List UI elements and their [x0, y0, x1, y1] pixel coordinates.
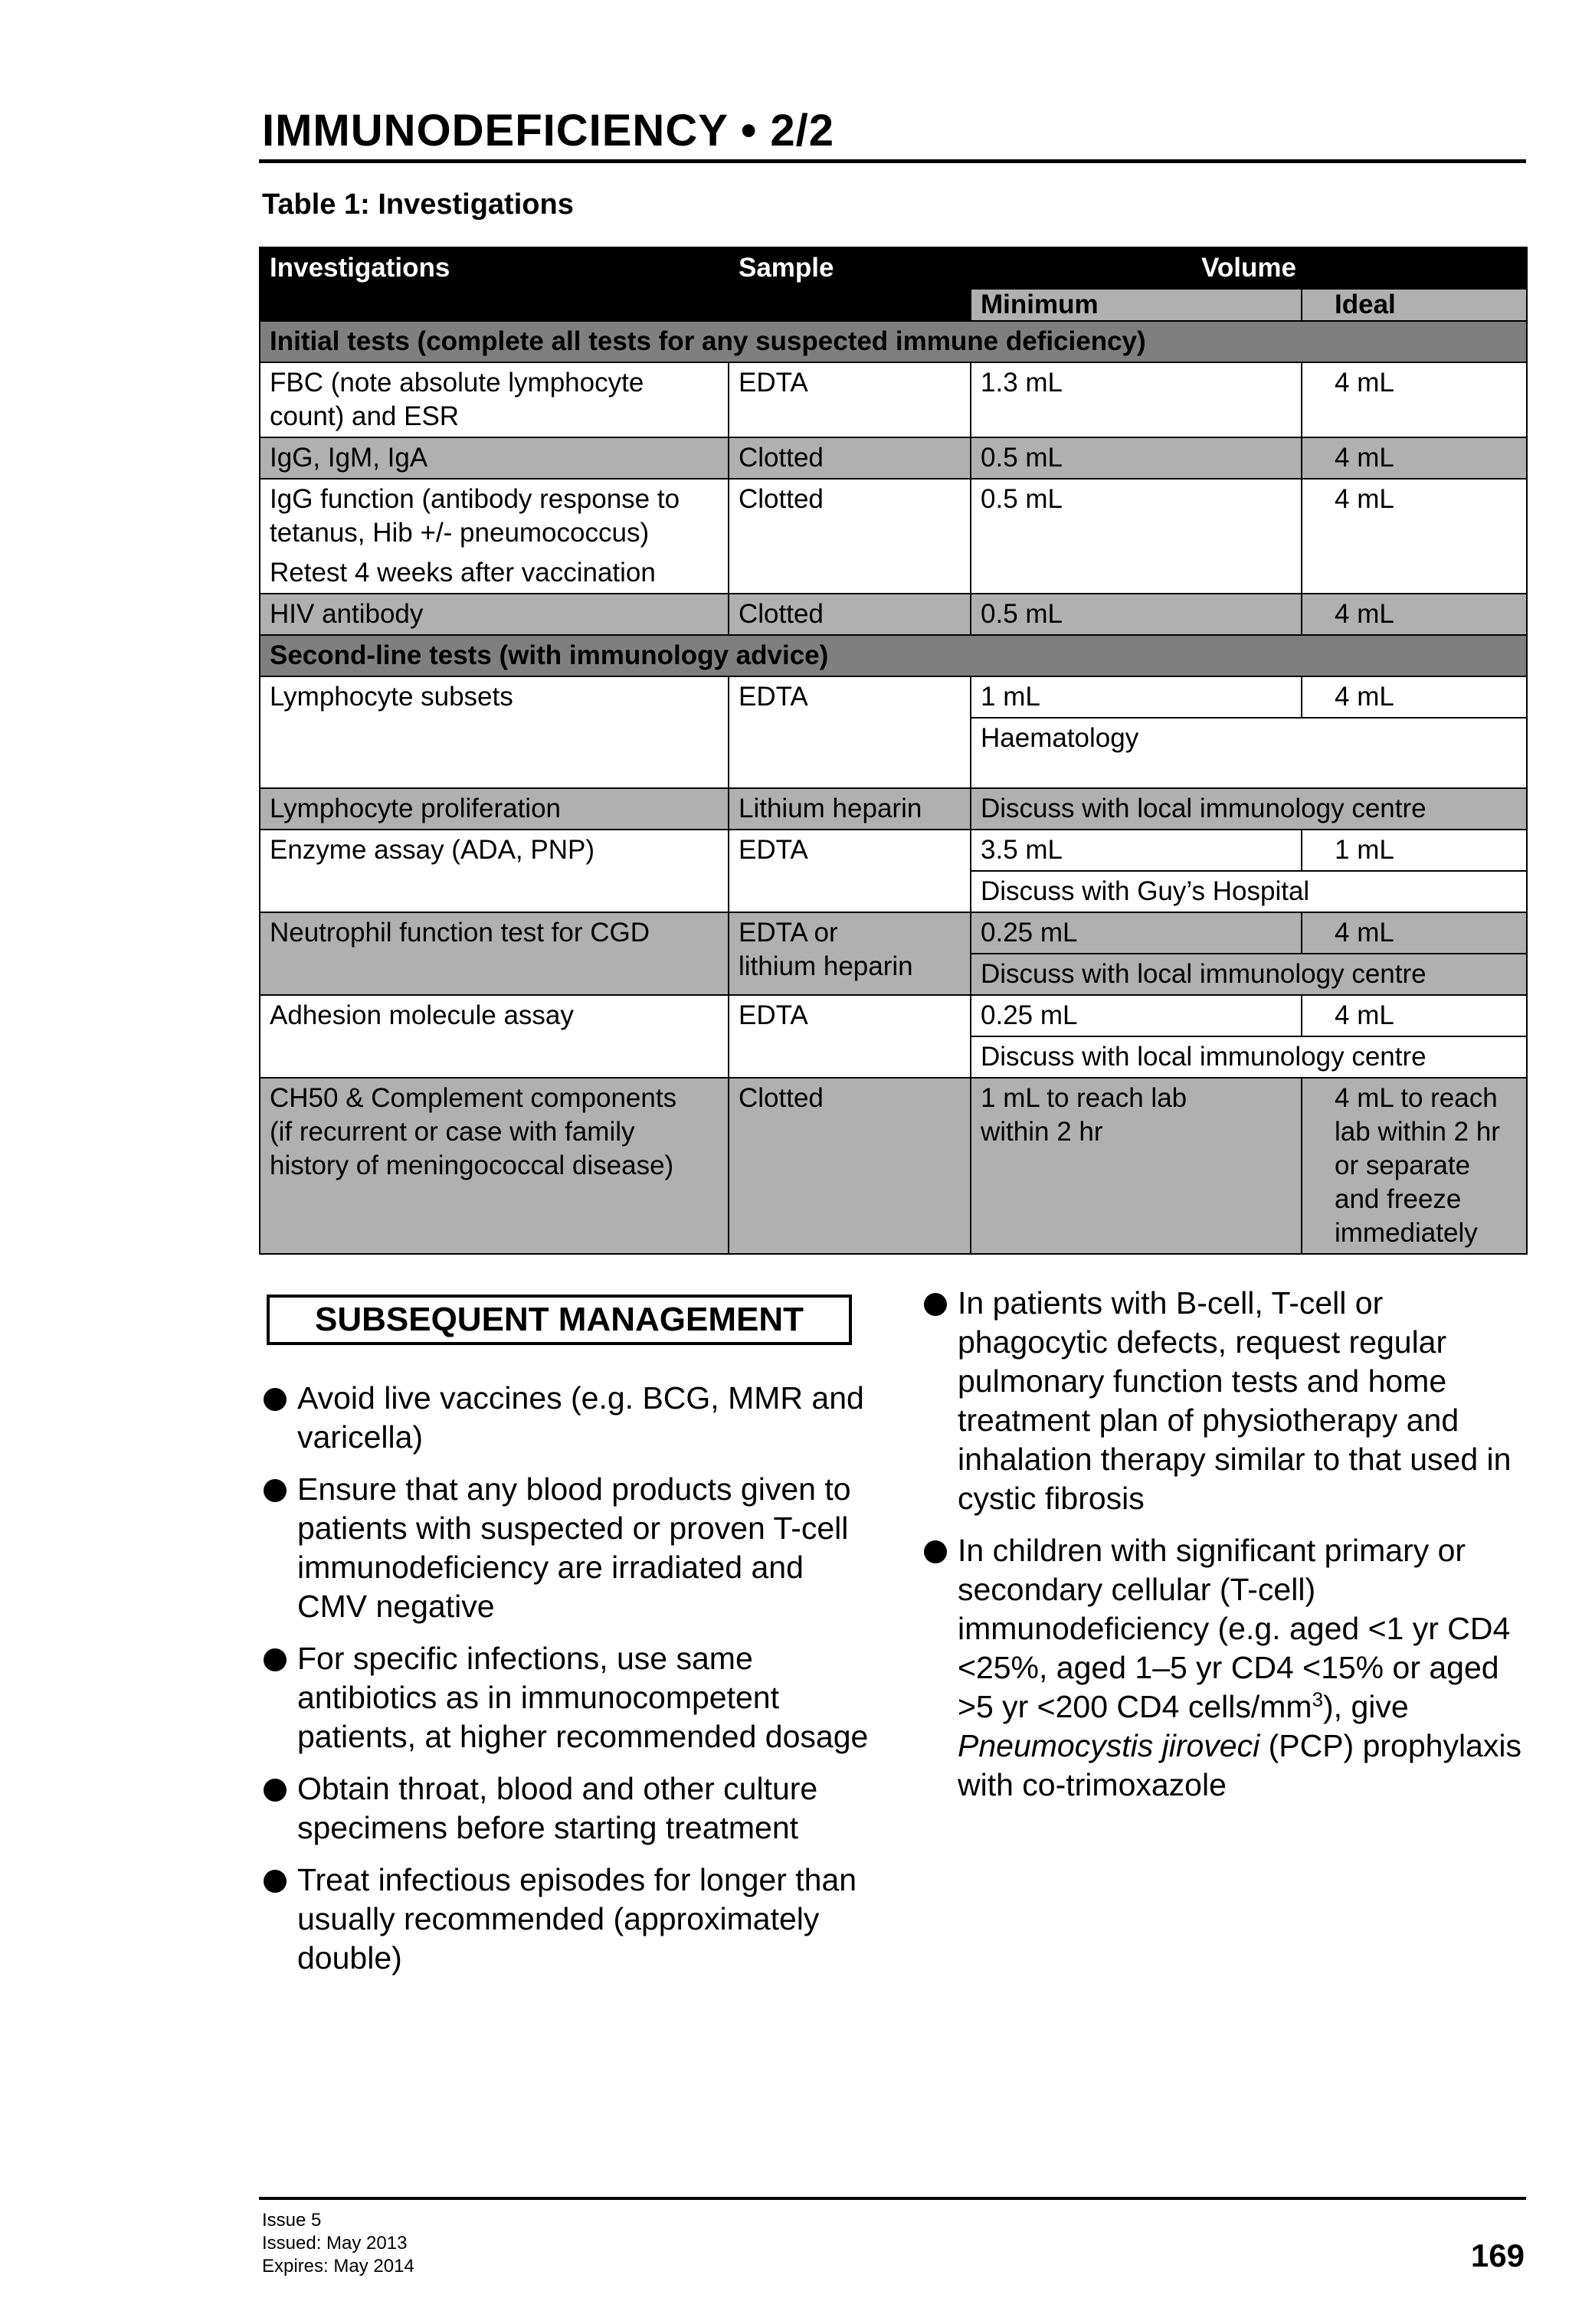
table-title: Table 1: Investigations [262, 188, 574, 221]
cell-minimum: 0.5 mL [971, 437, 1302, 479]
cell-minimum: 1.3 mL [971, 362, 1302, 437]
cell-minimum: 0.5 mL [971, 594, 1302, 635]
page-title: IMMUNODEFICIENCY • 2/2 [262, 106, 834, 155]
bullet-text: For specific infections, use same antibiotics as in immunocompetent patients, at higher recommended dosage [297, 1641, 869, 1754]
cell-investigation: Enzyme assay (ADA, PNP) [260, 830, 729, 912]
cell-investigation [260, 1078, 729, 1254]
bullet-icon [924, 1540, 947, 1563]
bullet-icon [264, 1479, 287, 1502]
bullet-text: Avoid live vaccines (e.g. BCG, MMR and varicella) [297, 1380, 864, 1455]
table-row [260, 830, 1527, 871]
investigation-note: Retest 4 weeks after vaccination [270, 558, 656, 588]
cell-minimum: 0.25 mL [971, 995, 1302, 1036]
cell-minimum: 3.5 mL [971, 830, 1302, 871]
list-item [260, 1639, 873, 1756]
investigation-text: IgG function (antibody response to tetanus, Hib +/- pneumococcus) [270, 484, 680, 548]
list-item [260, 1379, 873, 1457]
cell-volume-note: Discuss with Guy’s Hospital [971, 871, 1527, 912]
cell-sample: EDTA [729, 995, 971, 1078]
superscript: 3 [1312, 1687, 1324, 1711]
issue-number: Issue 5 [262, 2210, 322, 2231]
cell-sample: EDTA [729, 830, 971, 912]
bullet-text-part: ), give [1323, 1689, 1409, 1724]
management-right-column [921, 1284, 1534, 1818]
bullet-text-part: In children with significant primary or secondary cellular (T-cell) immunodeficiency (e.g. aged <1 yr CD4 <25%, aged 1–5 yr CD4 <15% or aged >5 yr <200 CD4 cells/mm [958, 1533, 1511, 1724]
footer-info [262, 2209, 414, 2278]
bullet-icon [264, 1870, 287, 1893]
table-row [260, 437, 1527, 479]
cell-ideal: 4 mL [1302, 479, 1527, 594]
title-rule [259, 159, 1526, 163]
bullet-icon [264, 1648, 287, 1671]
cell-minimum: 1 mL to reach lab within 2 hr [971, 1078, 1302, 1254]
cell-volume-note: Discuss with local immunology centre [971, 954, 1527, 995]
cell-investigation: Lymphocyte proliferation [260, 788, 729, 830]
bullet-text: Treat infectious episodes for longer than usually recommended (approximately double) [297, 1862, 857, 1975]
cell-ideal: 4 mL [1302, 995, 1527, 1036]
cell-ideal: 4 mL [1302, 912, 1527, 954]
cell-minimum: 1 mL [971, 676, 1302, 718]
table-row [260, 1078, 1527, 1254]
cell-ideal: 1 mL [1302, 830, 1527, 871]
cell-investigation [260, 479, 729, 594]
cell-investigation: Neutrophil function test for CGD [260, 912, 729, 995]
header-volume: Volume [971, 247, 1527, 289]
list-item [260, 1861, 873, 1978]
cell-volume-note: Discuss with local immunology centre [971, 788, 1527, 830]
cell-minimum: 0.5 mL [971, 479, 1302, 594]
section-initial: Initial tests (complete all tests for any suspected immune deficiency) [260, 321, 1527, 362]
expiry-date: Expires: May 2014 [262, 2256, 414, 2277]
table-row [260, 995, 1527, 1036]
section-second: Second-line tests (with immunology advice) [260, 635, 1527, 676]
sample-text-continued: lithium heparin [739, 951, 913, 981]
bullet-text: In patients with B-cell, T-cell or phagocytic defects, request regular pulmonary function tests and home treatment plan of physiotherapy and inhalation therapy similar to that used in cystic fibrosis [958, 1285, 1512, 1516]
header-minimum: Minimum [971, 289, 1302, 321]
cell-sample: EDTA [729, 676, 971, 788]
investigation-text: CH50 & Complement components [270, 1083, 677, 1113]
organism-name: Pneumocystis jiroveci [958, 1728, 1260, 1763]
cell-ideal: 4 mL [1302, 437, 1527, 479]
cell-investigation: Lymphocyte subsets [260, 676, 729, 788]
table-row [260, 676, 1527, 718]
sample-text: EDTA or [739, 918, 838, 948]
cell-ideal: 4 mL [1302, 676, 1527, 718]
table-header-row [260, 247, 1527, 289]
cell-volume-note: Haematology [971, 718, 1527, 788]
cell-sample: Clotted [729, 479, 971, 594]
investigations-table [259, 247, 1528, 1255]
cell-sample: EDTA [729, 362, 971, 437]
list-item [921, 1284, 1534, 1518]
cell-ideal: 4 mL [1302, 594, 1527, 635]
header-investigations: Investigations [260, 247, 729, 321]
subsequent-management-heading: SUBSEQUENT MANAGEMENT [267, 1295, 852, 1345]
page-number: 169 [1470, 2237, 1525, 2273]
cell-investigation: IgG, IgM, IgA [260, 437, 729, 479]
table-row [260, 788, 1527, 830]
cell-minimum: 0.25 mL [971, 912, 1302, 954]
cell-sample: Clotted [729, 1078, 971, 1254]
cell-sample [729, 912, 971, 995]
bullet-text: Obtain throat, blood and other culture specimens before starting treatment [297, 1771, 818, 1845]
cell-ideal: 4 mL [1302, 362, 1527, 437]
cell-volume-note: Discuss with local immunology centre [971, 1036, 1527, 1078]
section-initial-row [260, 321, 1527, 362]
list-item [260, 1470, 873, 1626]
issued-date: Issued: May 2013 [262, 2233, 408, 2254]
cell-investigation: Adhesion molecule assay [260, 995, 729, 1078]
list-item [260, 1769, 873, 1848]
table-row [260, 479, 1527, 594]
table-row [260, 362, 1527, 437]
list-item [921, 1531, 1534, 1805]
bullet-text: Ensure that any blood products given to patients with suspected or proven T-cell immunodeficiency are irradiated and CMV negative [297, 1471, 851, 1624]
footer-rule [259, 2197, 1526, 2200]
header-ideal: Ideal [1302, 289, 1527, 321]
cell-investigation: FBC (note absolute lymphocyte count) and ESR [260, 362, 729, 437]
bullet-icon [264, 1388, 287, 1411]
cell-sample: Lithium heparin [729, 788, 971, 830]
management-left-column [260, 1379, 873, 1991]
table-row [260, 594, 1527, 635]
bullet-icon [264, 1779, 287, 1802]
table-row [260, 912, 1527, 954]
section-second-row [260, 635, 1527, 676]
header-sample: Sample [729, 247, 971, 321]
cell-sample: Clotted [729, 437, 971, 479]
bullet-text-part: (PCP) prophylaxis with co-trimoxazole [958, 1728, 1522, 1802]
cell-investigation: HIV antibody [260, 594, 729, 635]
cell-ideal: 4 mL to reach lab within 2 hr or separate and freeze immediately [1302, 1078, 1527, 1254]
cell-sample: Clotted [729, 594, 971, 635]
bullet-text [958, 1533, 1522, 1802]
bullet-icon [924, 1293, 947, 1316]
investigation-note: (if recurrent or case with family history of meningococcal disease) [270, 1117, 674, 1180]
